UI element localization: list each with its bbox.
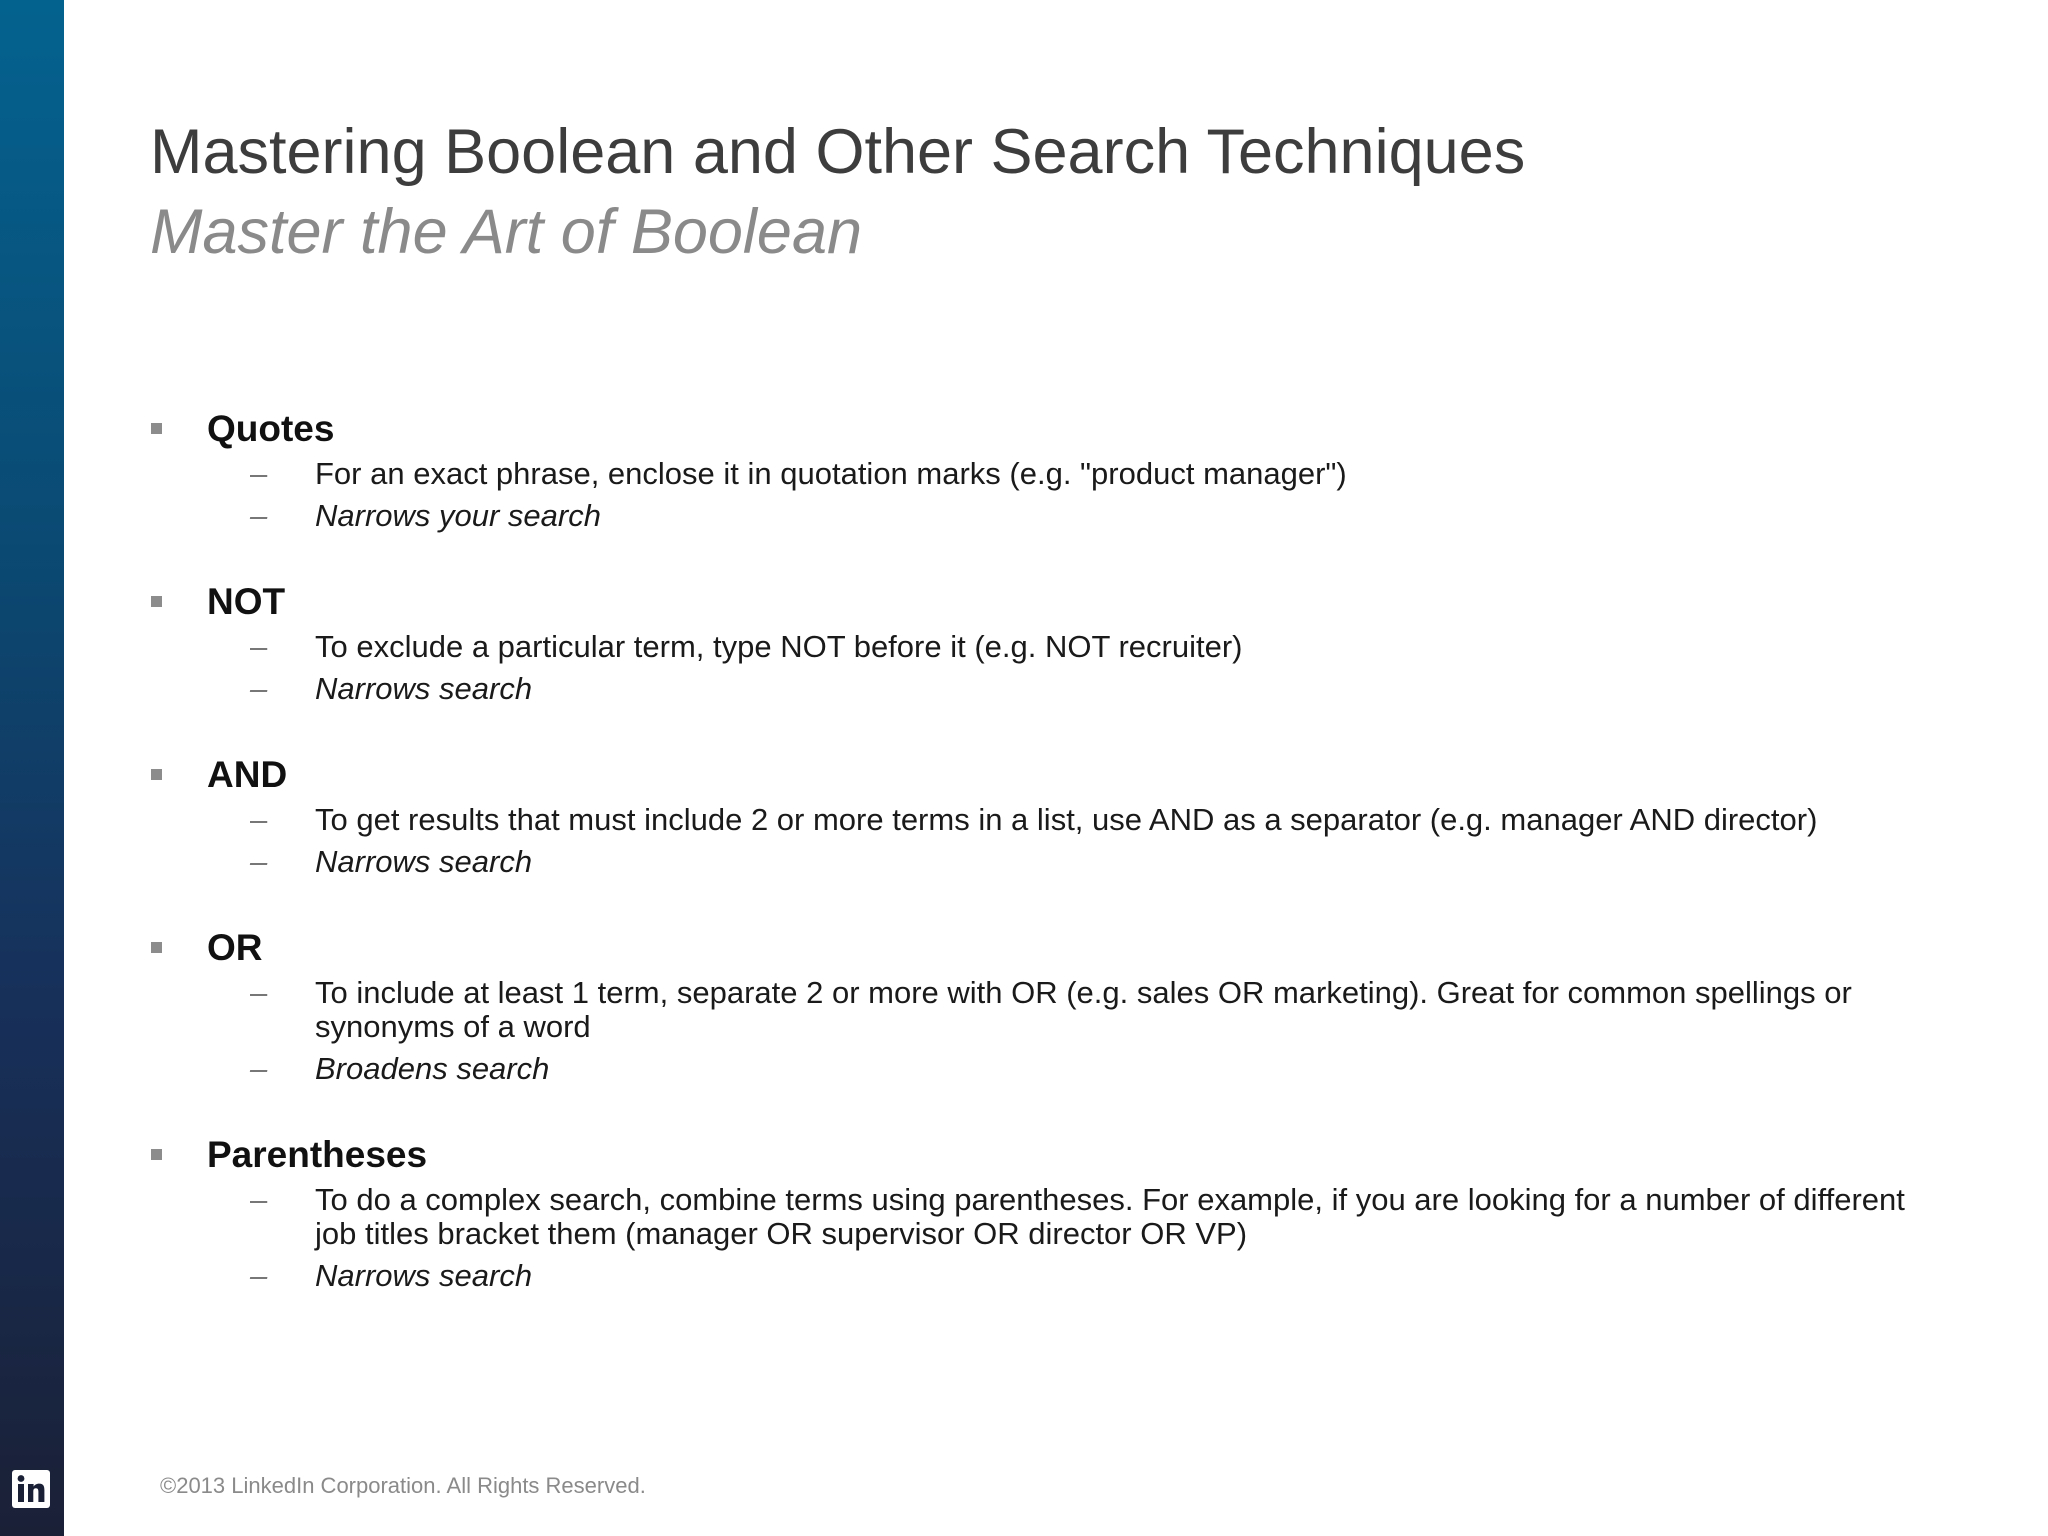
list-item-text: For an exact phrase, enclose it in quotation marks (e.g. "product manager") <box>315 456 1347 491</box>
page-subtitle: Master the Art of Boolean <box>150 197 863 267</box>
list-item-text: Narrows search <box>315 844 533 879</box>
list-item <box>150 976 1910 1044</box>
section-label: OR <box>207 927 263 968</box>
list-item-text: Narrows search <box>315 671 533 706</box>
list-item <box>150 1259 1910 1293</box>
section-label: Quotes <box>207 408 335 449</box>
list-item <box>150 630 1910 664</box>
list-item-text: To include at least 1 term, separate 2 or more with OR (e.g. sales OR marketing). Great for common spellings or synonyms of a word <box>315 975 1852 1044</box>
section-parentheses <box>150 1131 1910 1293</box>
section-not <box>150 578 1910 706</box>
section-and <box>150 751 1910 879</box>
list-item <box>150 803 1910 837</box>
dash-bullet-icon: – <box>250 498 268 533</box>
dash-bullet-icon: – <box>250 671 268 706</box>
page-title: Mastering Boolean and Other Search Techniques <box>150 117 1526 187</box>
square-bullet-icon <box>151 769 162 780</box>
list-item <box>150 845 1910 879</box>
list-item-text: To do a complex search, combine terms using parentheses. For example, if you are looking for a number of different job titles bracket them (manager OR supervisor OR director OR VP) <box>315 1182 1905 1251</box>
dash-bullet-icon: – <box>250 456 268 491</box>
dash-bullet-icon: – <box>250 1051 268 1086</box>
section-label: AND <box>207 754 288 795</box>
copyright-footer: ©2013 LinkedIn Corporation. All Rights Reserved. <box>160 1473 646 1498</box>
sidebar-stripe <box>0 0 64 1536</box>
list-item <box>150 1183 1910 1251</box>
list-item <box>150 1052 1910 1086</box>
section-label: NOT <box>207 581 286 622</box>
list-item <box>150 499 1910 533</box>
list-item-text: To exclude a particular term, type NOT before it (e.g. NOT recruiter) <box>315 629 1243 664</box>
list-item <box>150 672 1910 706</box>
square-bullet-icon <box>151 1149 162 1160</box>
list-item <box>150 457 1910 491</box>
section-or <box>150 924 1910 1086</box>
linkedin-icon <box>12 1470 50 1508</box>
list-item-text: Narrows your search <box>315 498 601 533</box>
dash-bullet-icon: – <box>250 802 268 837</box>
dash-bullet-icon: – <box>250 629 268 664</box>
square-bullet-icon <box>151 423 162 434</box>
square-bullet-icon <box>151 596 162 607</box>
list-item-text: Narrows search <box>315 1258 533 1293</box>
square-bullet-icon <box>151 942 162 953</box>
section-label: Parentheses <box>207 1134 428 1175</box>
dash-bullet-icon: – <box>250 1182 268 1217</box>
dash-bullet-icon: – <box>250 1258 268 1293</box>
list-item-text: Broadens search <box>315 1051 550 1086</box>
dash-bullet-icon: – <box>250 844 268 879</box>
list-item-text: To get results that must include 2 or more terms in a list, use AND as a separator (e.g. manager AND director) <box>315 802 1818 837</box>
title-block <box>150 112 1950 272</box>
dash-bullet-icon: – <box>250 975 268 1010</box>
bullet-list <box>150 405 1910 1338</box>
section-quotes <box>150 405 1910 533</box>
